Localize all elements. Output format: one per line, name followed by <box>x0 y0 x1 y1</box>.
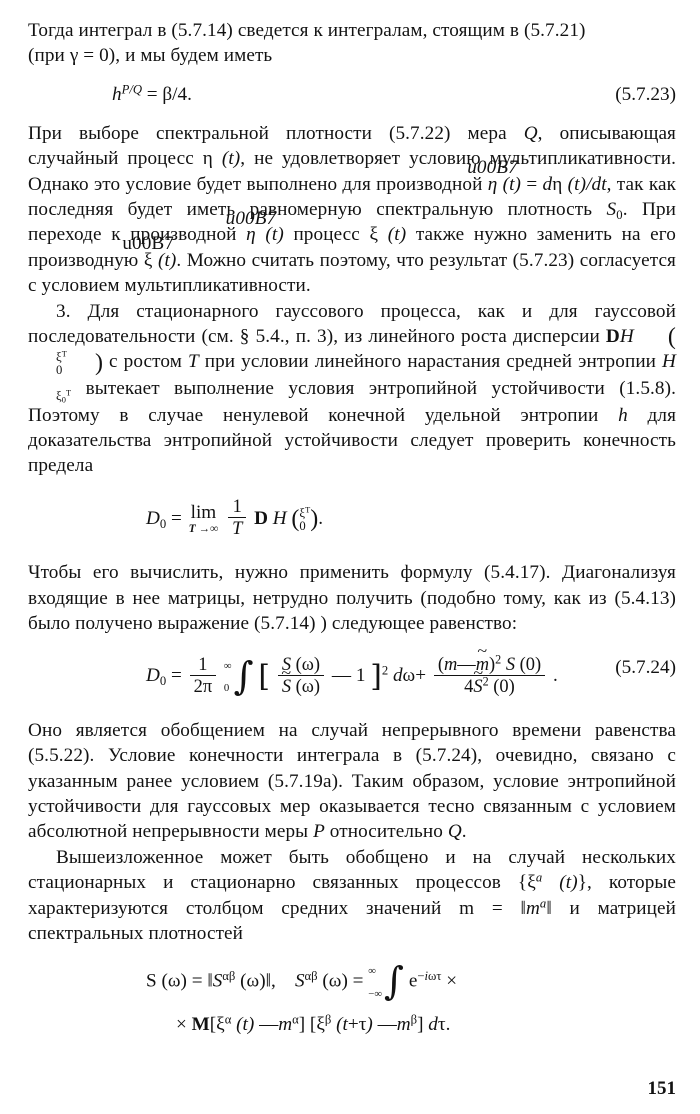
equation-spectral-matrix-line-2-body: × $M[\xi^\alpha$ (t) $—m^\alpha$] [$\xi^\beta$ (t+τ) $—m^\beta$] dτ. <box>176 1012 451 1036</box>
page-number: 151 <box>647 1078 676 1099</box>
paragraph-5: Оно является обобщением на случай непрерывного времени равенства (5.5.22). Условие конечности интеграла в (5.7.24), очевидно, связано с указанным ранее условием (5.7.19а). Таким образом, условие энтропийной устойчивости для гауссовых мер оказывается тесно связанным с условием абсолютной непрерывности меры P относительно Q. <box>28 719 676 843</box>
paragraph-4: Чтобы его вычислить, нужно применить формулу (5.4.17). Диагонализуя входящие в нее матрицы, нетрудно получить (подобно тому, как из (5.4.13) было получено выражение (5.7.14) ) следующее равенство: <box>28 562 676 634</box>
paragraph-1-line-1: Тогда интеграл в (5.7.14) сведется к интегралам, стоящим в (5.7.21) <box>28 20 586 41</box>
equation-d0-limit-body: $D_0$ = lim T →∞ $\frac{1}{T}$ D H ( $\xi^T$ 0 ). <box>146 495 323 539</box>
equation-5-7-23-body: $h^{P/Q} = \beta/4$. <box>112 82 192 105</box>
paragraph-2: При выборе спектральной плотности (5.7.22) мера Q, описывающая случайный процесс η (t), не удовлетворяет условию мультипликативности. Однако это условие будет выполнено для производной u00B7 η (t) = dη (t)/dt, так как последняя будет иметь равномерную спектральную плотность $S_0$. При переходе к производной u00B7 η (t) процесс ξ (t) также нужно заменить на его производную u00B7 ξ (t). Можно считать поэтому, что результат (5.7.23) согласуется с условием мультипликативности. <box>28 121 676 299</box>
paragraph-1-line-2: (при γ = 0), и мы будем иметь <box>28 45 273 67</box>
equation-5-7-23 <box>28 82 676 108</box>
paragraph-6: Вышеизложенное может быть обобщено и на случай нескольких стационарных и стационарно связанных процессов {$\xi^a$ (t)}, которые характеризуются столбцом средних значений $m = ‖m^a‖$ и матрицей спектральных плотностей <box>28 846 676 944</box>
equation-spectral-matrix-line-1 <box>28 959 700 1005</box>
equation-spectral-matrix-line-1-body: S $(\omega) = ‖S^{\alpha\beta}$ (ω)‖, $S^{\alpha\beta}$ (ω) = ∞ −∞ ∫ $e^{-i\omega\tau}$ × <box>146 959 458 1005</box>
equation-d0-limit <box>28 495 700 541</box>
page-content <box>28 18 676 1038</box>
paragraph-3: 3. Для стационарного гауссового процесса, как и для гауссовой последовательности (см. § 5.4., п. 3), из линейного роста дисперсии DH ( $\xi^T$ 0 ) с ростом T при условии линейного нарастания средней энтропии H $\xi_0^T$ вытекает выполнение условия энтропийной устойчивости (1.5.8). Поэтому в случае ненулевой конечной удельной энтропии h для доказательства энтропийной устойчивости следует проверить конечность предела <box>28 300 677 477</box>
paragraph-1 <box>28 18 676 69</box>
equation-5-7-24-number: (5.7.24) <box>615 657 676 679</box>
equation-5-7-23-number: (5.7.23) <box>615 83 676 105</box>
equation-5-7-24 <box>28 652 676 699</box>
equation-5-7-24-body: $D_0$ = $\frac{1}{2\pi}$ ∞ 0 ∫ [ S (ω) ~ S (ω) — 1 ]$^2$ dω+ $\frac{(m—\sim m)^2 S (0)}{4\sim S^2 (0)}$ . <box>28 655 676 698</box>
equation-spectral-matrix-line-2 <box>28 1012 700 1038</box>
